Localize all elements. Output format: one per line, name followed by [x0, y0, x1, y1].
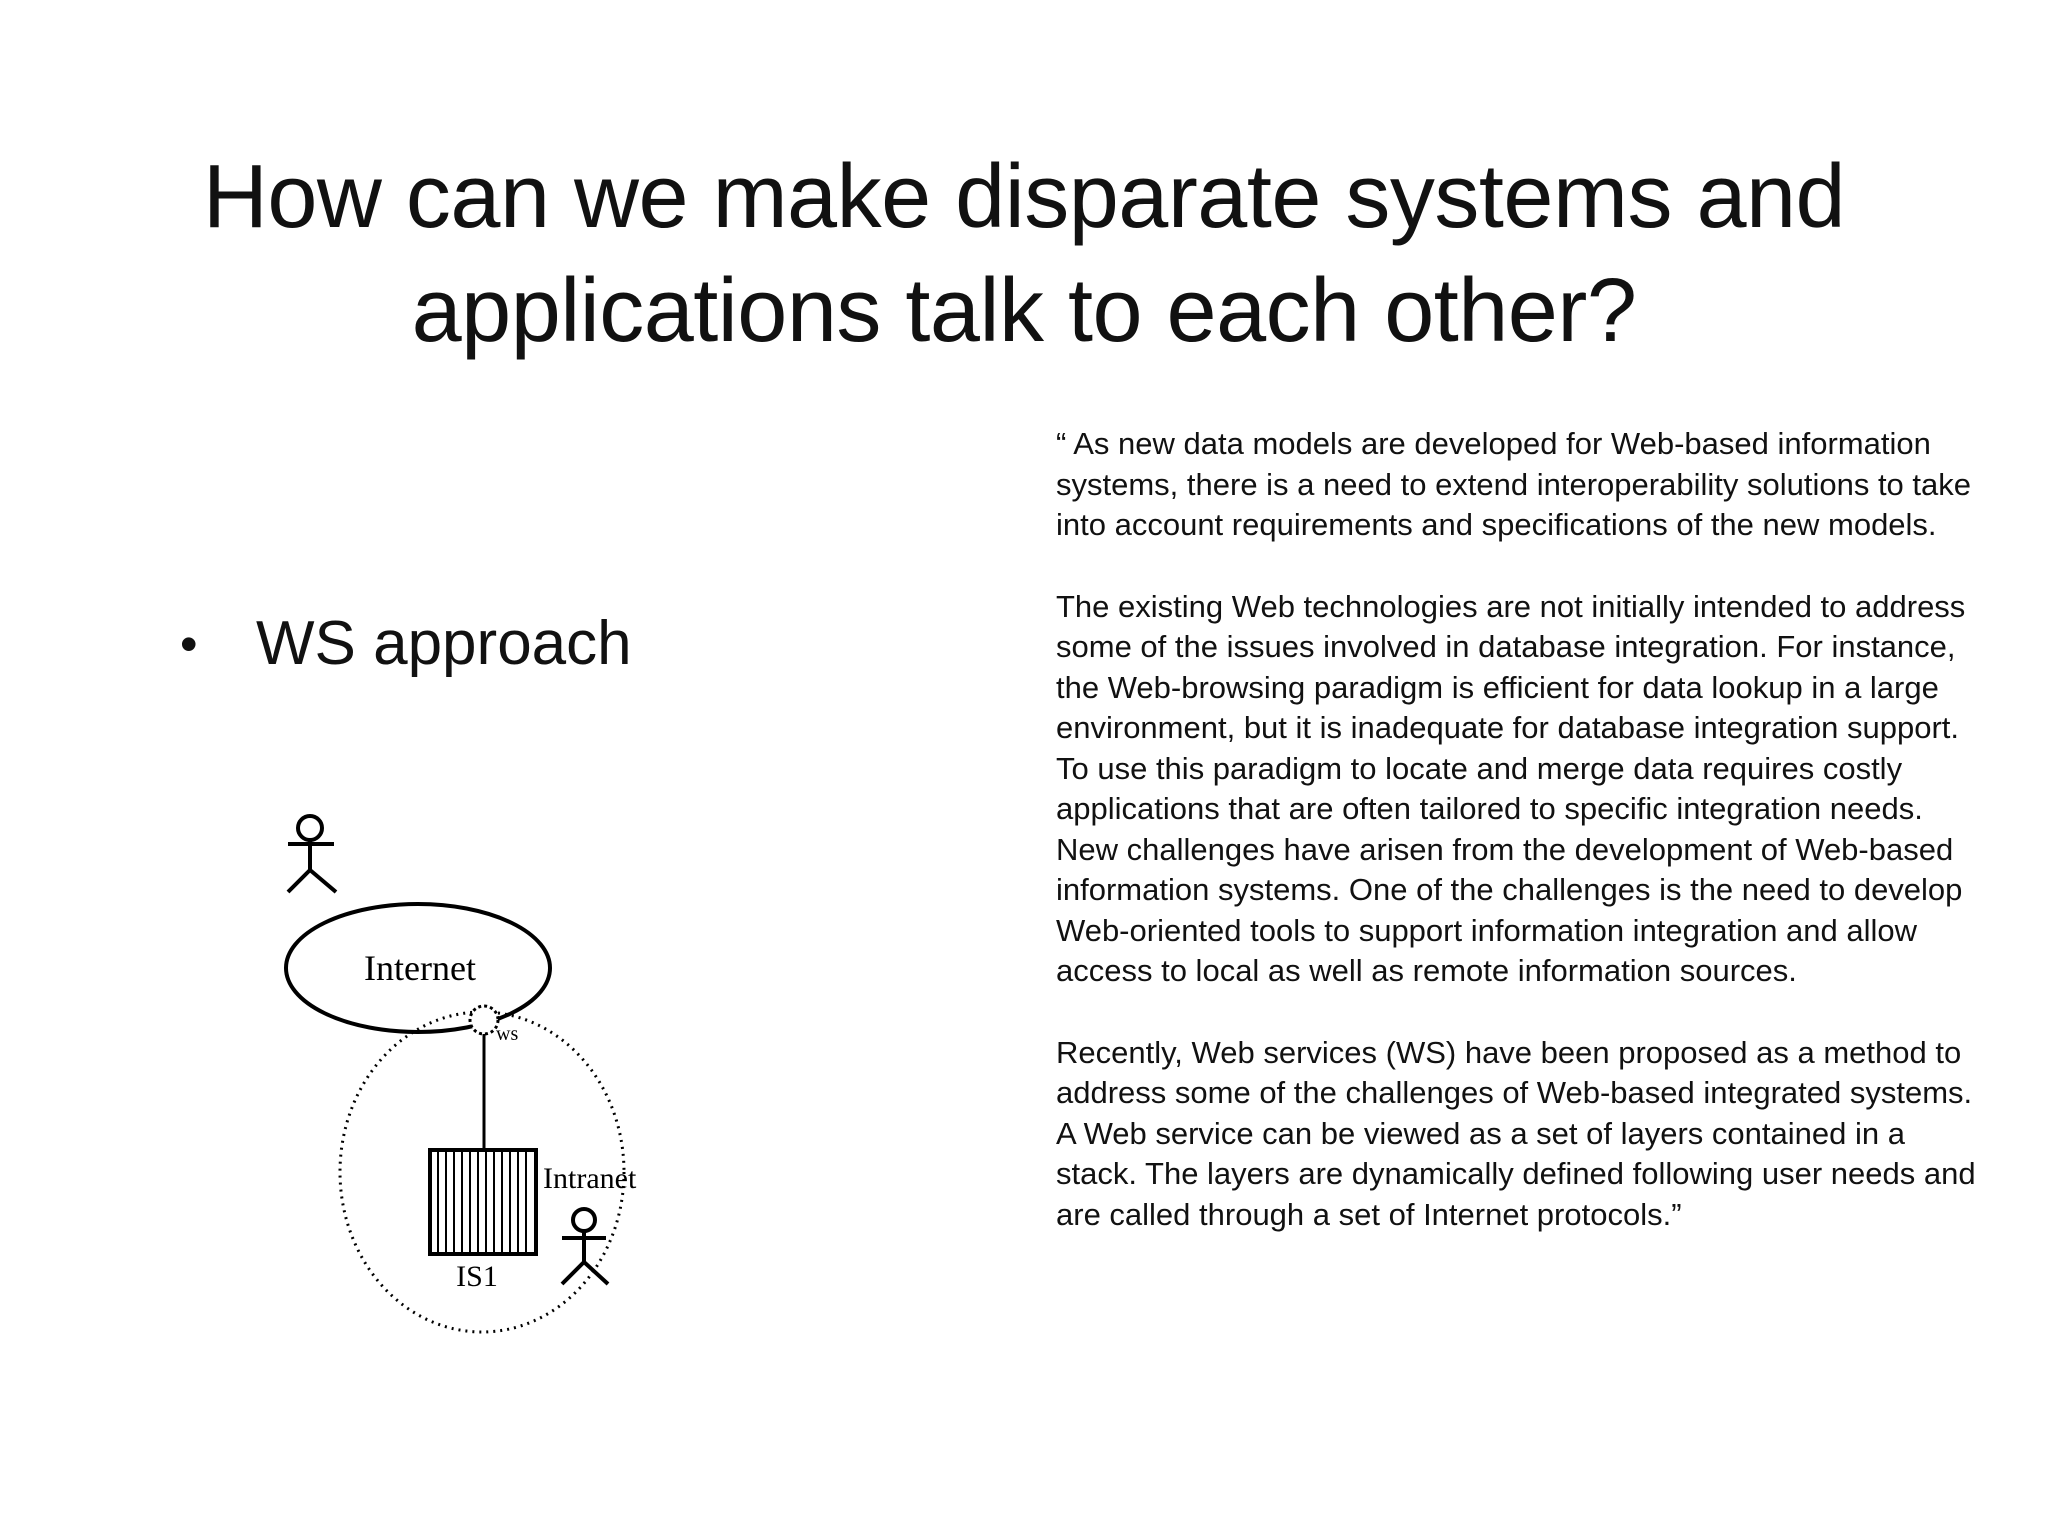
quote-block [1056, 424, 1976, 1276]
bullet-item [180, 606, 632, 682]
bullet-dot-icon: • [180, 616, 198, 672]
bullet-text: WS approach [256, 609, 632, 678]
quote-paragraph: The existing Web technologies are not initially intended to address some of the issues involved in database integration. For instance, the Web-browsing paradigm is efficient for data lookup in a large environment, but it is inadequate for database integration support. To use this paradigm to locate and merge data requires costly applications that are often tailored to specific integration needs. New challenges have arisen from the development of Web-based information systems. One of the challenges is the need to develop Web-oriented tools to support information integration and allow access to local as well as remote information sources. [1056, 588, 1966, 988]
intranet-label: Intranet [543, 1162, 637, 1195]
slide-title [80, 140, 1968, 368]
quote-paragraph: “ As new data models are developed for Web-based information systems, there is a need to extend interoperability solutions to take into account requirements and specifications of the new models. [1056, 426, 1971, 542]
ws-node-icon [470, 1006, 498, 1034]
title-line-2: applications talk to each other? [411, 261, 1637, 361]
intranet-user-icon [562, 1209, 608, 1284]
quote-paragraph: Recently, Web services (WS) have been proposed as a method to address some of the challenges of Web-based integrated systems. A Web service can be viewed as a set of layers contained in a stack. The layers are dynamically defined following user needs and are called through a set of Internet protocols.” [1056, 1034, 1976, 1232]
title-line-1: How can we make disparate systems and [202, 147, 1846, 247]
is1-system-icon [430, 1150, 536, 1254]
internet-user-icon [288, 816, 336, 892]
internet-label: Internet [364, 948, 476, 988]
ws-diagram [270, 800, 690, 1360]
ws-label: ws [496, 1023, 519, 1045]
is1-label: IS1 [456, 1260, 498, 1293]
